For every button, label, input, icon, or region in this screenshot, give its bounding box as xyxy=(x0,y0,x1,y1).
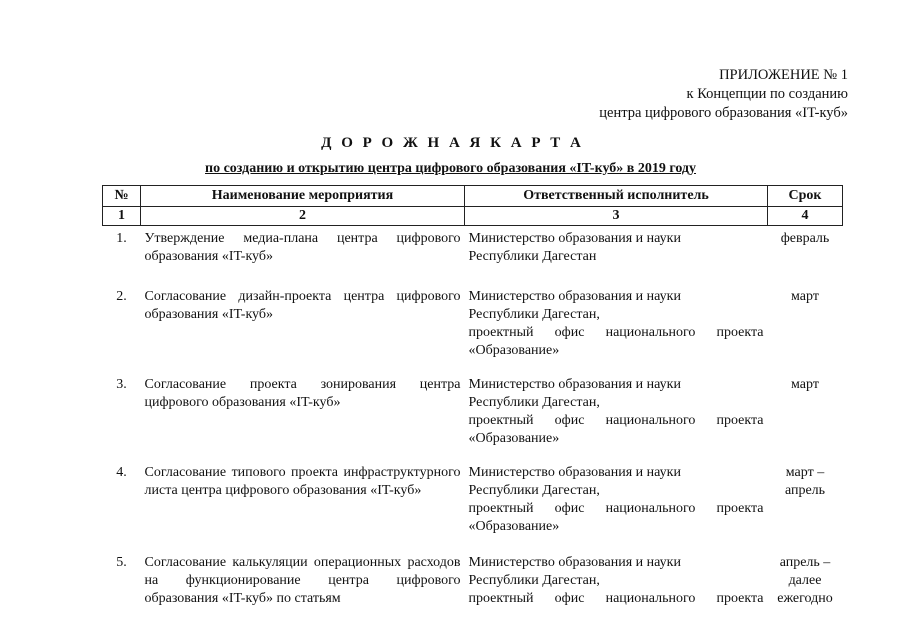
executor-line: проектный офис национального проекта xyxy=(468,413,764,428)
executor-line: проектный офис национального проекта xyxy=(468,325,764,340)
executor xyxy=(465,372,768,460)
table-row xyxy=(103,284,843,372)
executor-line: Республики Дагестан, xyxy=(468,483,600,498)
executor-line: Министерство образования и науки xyxy=(468,555,681,570)
event-name: Согласование дизайн-проекта центра цифрового образования «IT-куб» xyxy=(144,289,461,322)
table-row xyxy=(103,550,843,608)
executor-line: «Образование» xyxy=(468,519,560,534)
document-title: Д О Р О Ж Н А Я К А Р Т А xyxy=(321,135,584,151)
event-name: Согласование типового проекта инфраструктурного листа центра цифрового образования «IT-куб» xyxy=(144,465,461,498)
executor-line: Министерство образования и науки xyxy=(468,465,681,480)
executor-line: Министерство образования и науки xyxy=(468,289,681,304)
executor xyxy=(465,284,768,372)
executor-line: Республики Дагестан, xyxy=(468,395,600,410)
row-number: 3. xyxy=(116,377,127,392)
column-number: 3 xyxy=(465,207,768,226)
executor-line: Министерство образования и науки xyxy=(468,377,681,392)
executor-line: Министерство образования и науки xyxy=(468,231,681,246)
header-event-name: Наименование мероприятия xyxy=(141,186,465,207)
term: март – апрель xyxy=(784,465,826,498)
row-number: 1. xyxy=(116,231,127,246)
table-row xyxy=(103,460,843,550)
header-number: № xyxy=(103,186,141,207)
row-number: 4. xyxy=(116,465,127,480)
executor-line: Республики Дагестан, xyxy=(468,307,600,322)
row-number: 5. xyxy=(116,555,127,570)
column-number: 1 xyxy=(103,207,141,226)
event-name: Согласование калькуляции операционных расходов на функционирование центра цифрового образования «IT-куб» по статьям xyxy=(144,555,461,606)
header-term: Срок xyxy=(768,186,843,207)
event-name: Утверждение медиа-плана центра цифрового образования «IT-куб» xyxy=(144,231,461,264)
executor-line: «Образование» xyxy=(468,431,560,446)
executor xyxy=(465,550,768,608)
executor-line: Республики Дагестан, xyxy=(468,573,600,588)
row-number: 2. xyxy=(116,289,127,304)
term: март xyxy=(791,289,819,304)
table-header-row xyxy=(103,186,843,207)
executor xyxy=(465,226,768,285)
term: март xyxy=(791,377,819,392)
header-executor: Ответственный исполнитель xyxy=(465,186,768,207)
document-subtitle: по созданию и открытию центра цифрового образования «IT-куб» в 2019 году xyxy=(205,161,697,176)
executor xyxy=(465,460,768,550)
executor-line: проектный офис национального проекта xyxy=(468,501,764,516)
roadmap-table xyxy=(102,185,843,608)
appendix-number: ПРИЛОЖЕНИЕ № 1 xyxy=(719,67,848,83)
term: апрель – далее ежегодно xyxy=(777,555,833,606)
appendix-reference: к Концепции по созданию xyxy=(686,86,848,102)
event-name: Согласование проекта зонирования центра цифрового образования «IT-куб» xyxy=(144,377,461,410)
table-row xyxy=(103,372,843,460)
appendix-reference-target: центра цифрового образования «IT-куб» xyxy=(599,105,848,121)
term: февраль xyxy=(780,231,830,246)
column-number: 4 xyxy=(768,207,843,226)
executor-line: Республики Дагестан xyxy=(468,249,597,264)
executor-line: «Образование» xyxy=(468,343,560,358)
executor-line: проектный офис национального проекта xyxy=(468,591,764,606)
column-number: 2 xyxy=(141,207,465,226)
table-row xyxy=(103,226,843,285)
column-number-row xyxy=(103,207,843,226)
